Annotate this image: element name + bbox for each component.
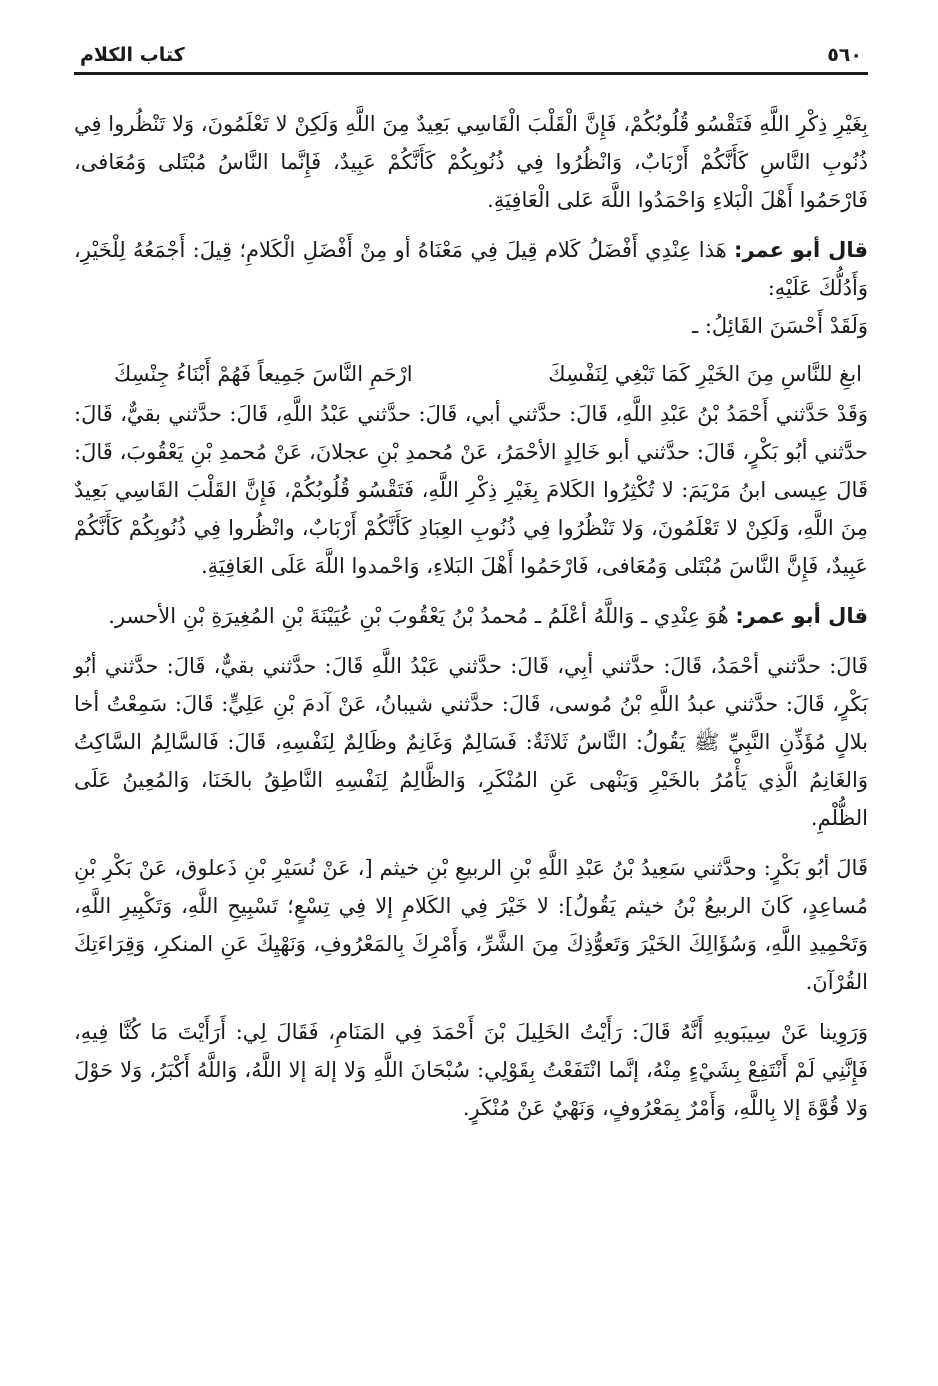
paragraph-2 <box>74 231 868 345</box>
page-number: ٥٦٠ <box>827 44 862 66</box>
paragraph-3 <box>74 395 868 585</box>
book-title: كتاب الكلام <box>80 44 185 66</box>
paragraph-text: هَذا عِنْدِي أَفْضَلُ كَلام قِيلَ فِي مَعْنَاهُ أو مِنْ أَفْضَلِ الْكَلامِ؛ قِيلَ: أَجْمَعُهُ لِلْخَيْرِ، وَأَدُلُّكَ عَلَيْهِ: وَلَقَدْ أَحْسَنَ القَائِلُ: ـ <box>74 238 868 338</box>
paragraph-lead: قال أبو عمر: <box>734 238 868 262</box>
paragraph-text: بِغَيْرِ ذِكْرِ اللَّهِ فَتَقْسُو قُلُوبُكُمْ، فَإِنَّ الْقَلْبَ الْقَاسِي بَعِيدٌ مِنَ اللَّهِ وَلَكِنْ لا تَعْلَمُونَ، وَلا تَنْظُروا فِي ذُنُوبِ النَّاسِ كَأَنَّكُمْ أَرْبَابٌ، وَانْظُرُوا فِي ذُنُوبِكُمْ كَأَنَّكُمْ عَبِيدٌ، فَإِنَّما النَّاسُ مُبْتَلى وَمُعَافى، فَارْحَمُوا أَهْلَ الْبَلاءِ وَاحْمَدُوا اللَّهَ عَلى الْعَافِيَةِ. <box>74 112 868 212</box>
paragraph-4 <box>74 597 868 635</box>
header-rule <box>74 72 868 75</box>
page-header <box>74 44 868 72</box>
paragraph-text: هُوَ عِنْدِي ـ وَاللَّهُ أعْلَمُ ـ مُحمدُ بْنُ يَعْقُوبَ بْنِ عُيَيْنَةَ بْنِ المُغِيرَةِ بْنِ الأحسر. <box>108 604 736 628</box>
paragraph-1 <box>74 105 868 219</box>
paragraph-text: وَقَدْ حَدَّثني أَحْمَدُ بْنُ عَبْدِ اللَّهِ، قَالَ: حدَّثني أبي، قَالَ: حدَّثني عَبْدُ اللَّهِ، قَالَ: حدَّثني بقيٌّ، قَالَ: حدَّثني أبُو بَكْرٍ، قَالَ: حدَّثني أبو خَالِدٍ الأحْمَرُ، عَنْ مُحمدِ بْنِ عجلانَ، عَنْ مُحمدِ بْنِ يَعْقُوبَ، قَالَ: قَالَ عِيسى ابنُ مَرْيَمَ: لا تُكْثِرُوا الكَلامَ بِغَيْرِ ذِكْرِ اللَّهِ، فَتَقْسُو قُلُوبُكُمْ، فَإِنَّ القَلْبَ القَاسِي بَعِيدٌ مِنَ اللَّهِ، وَلَكِنْ لا تَعْلَمُونَ، وَلا تَنْظُرُوا فِي ذُنُوبِ العِبَادِ كَأَنَّكُمْ أَرْبَابٌ، وانْظُروا فِي ذُنُوبِكُمْ كَأَنَّكُمْ عَبِيدٌ، فَإِنَّ النَّاسَ مُبْتَلى وَمُعَافى، فَارْحَمُوا أَهْلَ البَلاءِ، وَاحْمدوا اللَّهَ عَلَى العَافِيَةِ. <box>74 402 868 578</box>
paragraph-text: قَالَ أبُو بَكْرٍ: وحدَّثني سَعِيدُ بْنُ عَبْدِ اللَّهِ بْنِ الربيعِ بْنِ خيثم [، عَنْ نُسَيْرِ بْنِ ذَعلوق، عَنْ بَكْرِ بْنِ مُساعِدٍ، كَانَ الربيعُ بْنُ خيثم يَقُولُ]: لا خَيْرَ فِي الكَلامِ إلا فِي تِسْعٍ؛ تَسْبِيحِ اللَّهِ، وَتَكْبِيرِ اللَّهِ، وَتَحْمِيدِ اللَّهِ، وَسُؤَالِكَ الخَيْرَ وَتَعوُّذِكَ مِنَ الشَّرِّ، وَأَمْرِكَ بِالمَعْرُوفِ، وَنَهْيِكَ عَنِ المنكرِ، وَقِرَاءَتِكَ القُرْآنَ. <box>74 856 868 994</box>
paragraph-text: قَالَ: حدَّثني أحْمَدُ، قَالَ: حدَّثني أبِي، قَالَ: حدَّثني عَبْدُ اللَّهِ قَالَ: حدَّثني بقيٌّ، قَالَ: حدَّثني أبُو بَكْرٍ، قَالَ: حدَّثني عبدُ اللَّهِ بْنُ مُوسى، قَالَ: حدَّثني شيبانُ، عَنْ آدمَ بْنِ عَلِيٍّ: قَالَ: سَمِعْتُ أخا بلالٍ مُؤَذِّنِ النَّبِيِّ ﷺ يَقُولُ: النَّاسُ ثَلاثَةٌ: فَسَالِمٌ وَغَانِمٌ وظَالِمٌ لِنَفْسِهِ، قَالَ: فَالسَّالِمُ السَّاكِتُ وَالغَانِمُ الَّذِي يَأْمُرُ بالخَيْرِ وَيَنْهى عَنِ المُنْكَرِ، وَالظَّالِمُ لِنَفْسِهِ النَّاطِقُ بالخَنَا، وَالمُعِينُ عَلَى الظُّلْمِ. <box>74 654 868 830</box>
paragraph-5 <box>74 647 868 837</box>
paragraph-6 <box>74 849 868 1001</box>
verse-hemistich-first: ابغِ للنَّاسِ مِنَ الخَيْرِ كَمَا تَبْغِي لِنَفْسِكَ <box>548 362 862 386</box>
paragraph-7 <box>74 1013 868 1127</box>
paragraph-text: وَرَوِينا عَنْ سِيبَويهِ أَنَّهُ قَالَ: رَأَيْتُ الخَلِيلَ بْنَ أَحْمَدَ فِي المَنَامِ، فَقَالَ لِي: أَرَأَيْتَ مَا كُنَّا فِيهِ، فَإِنَّنِي لَمْ أَنْتَفِعْ بِشَيْءٍ مِنْهُ، إنَّما انْتَفَعْتُ بِقَوْلِي: سُبْحَانَ اللَّهِ وَلا إلهَ إلا اللَّهُ، وَاللَّهُ أَكْبَرُ، وَلا حَوْلَ وَلا قُوَّةَ إلا بِاللَّهِ، وَأَمْرٌ بِمَعْرُوفٍ، وَنَهْيٌ عَنْ مُنْكَرٍ. <box>74 1020 868 1120</box>
paragraph-lead: قال أبو عمر: <box>735 604 868 628</box>
poem-verse <box>74 351 868 395</box>
verse-hemistich-second: ارْحَمِ النَّاسَ جَمِيعاً فَهُمْ أَبْنَاءُ جِنْسِكَ <box>114 362 413 386</box>
